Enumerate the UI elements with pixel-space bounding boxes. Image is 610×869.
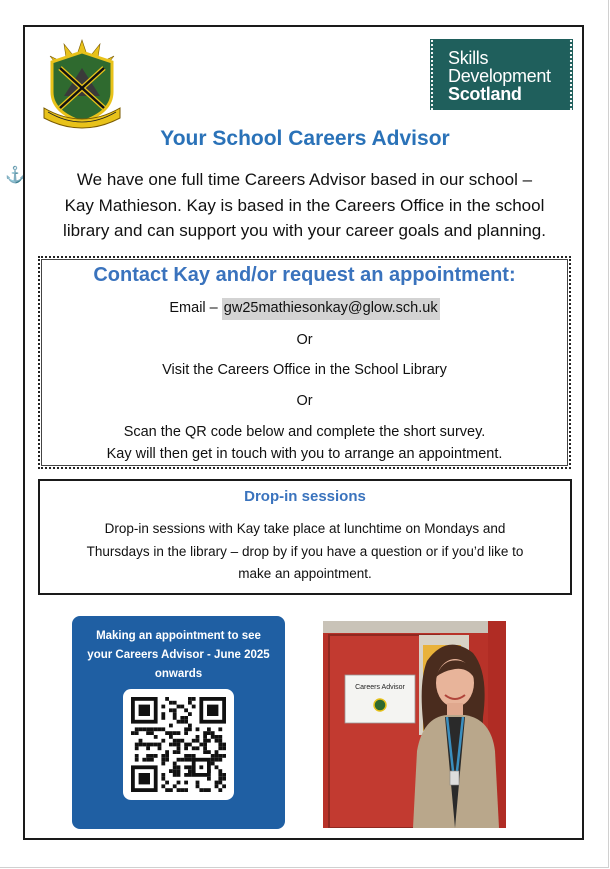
intro-line-3: library and can support you with your career goals and planning. (63, 221, 546, 240)
qr-caption-line-2: your Careers Advisor - June 2025 (87, 649, 270, 661)
logo-text-development: Development (448, 66, 551, 86)
dropin-line-3: make an appointment. (238, 566, 372, 581)
hyndland-crest-logo (36, 38, 128, 130)
anchor-icon: ⚓ (5, 167, 25, 184)
intro-line-2: Kay Mathieson. Kay is based in the Careers Office in the school (64, 195, 545, 215)
logo-text-skills: Skills (448, 48, 489, 68)
logo-dot-border-right (569, 39, 573, 110)
skills-development-scotland-logo (430, 39, 573, 110)
intro-paragraph (42, 167, 567, 244)
dropin-line-1: Drop-in sessions with Kay take place at lunchtime on Mondays and (104, 521, 506, 536)
email-line (40, 300, 569, 316)
qr-code-pattern (131, 697, 226, 792)
email-link[interactable]: gw25mathiesonkay@glow.sch.uk (222, 298, 440, 320)
logo-text-scotland: Scotland (448, 84, 522, 104)
dropin-line-2: Thursdays in the library – drop by if you have a question or if you’d like to (86, 543, 524, 559)
dropin-paragraph (54, 518, 556, 586)
photo-sign-text: Careers Advisor (355, 684, 405, 691)
contact-box (38, 256, 571, 469)
or-text-1: Or (296, 332, 313, 348)
or-text-2: Or (296, 393, 313, 409)
page-title: Your School Careers Advisor (160, 127, 450, 150)
dropin-heading: Drop-in sessions (244, 488, 366, 505)
qr-caption-line-1: Making an appointment to see (96, 630, 261, 642)
qr-code[interactable] (123, 689, 234, 800)
intro-line-1: We have one full time Careers Advisor based in our school – (76, 170, 533, 189)
advisor-photo (323, 621, 506, 828)
visit-office-text: Visit the Careers Office in the School Library (162, 362, 447, 378)
qr-card (72, 616, 285, 829)
dropin-box (38, 479, 572, 595)
followup-text: Kay will then get in touch with you to arrange an appointment. (106, 446, 503, 462)
contact-heading: Contact Kay and/or request an appointment: (93, 264, 516, 286)
email-prefix: Email – (169, 300, 222, 316)
qr-caption-line-3: onwards (154, 668, 203, 680)
qr-caption (82, 627, 275, 684)
logo-dot-border-left (430, 39, 434, 110)
scan-qr-text: Scan the QR code below and complete the short survey. (123, 424, 486, 440)
